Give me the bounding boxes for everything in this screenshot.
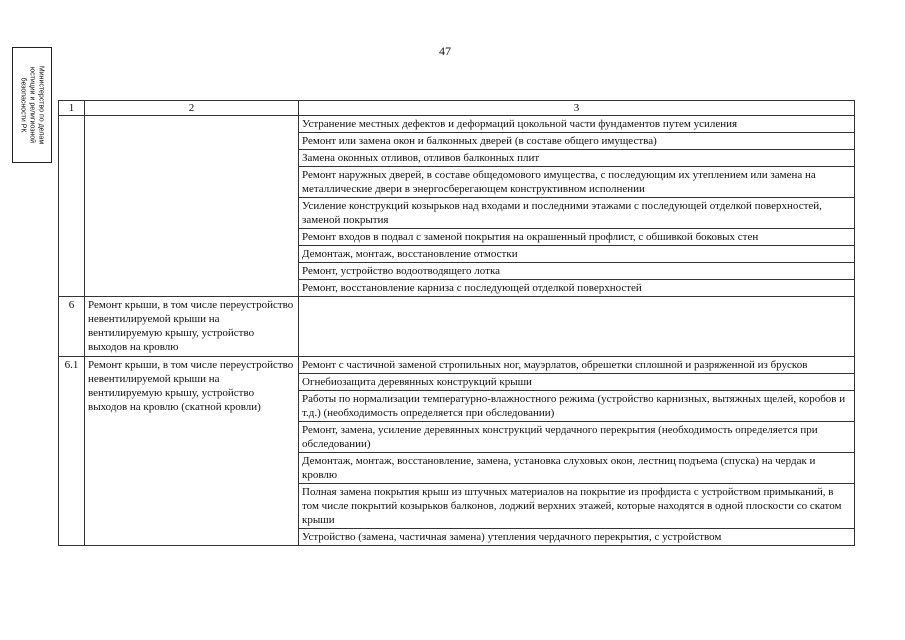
- column-header-works: 3: [299, 101, 855, 116]
- work-cell: Ремонт, восстановление карниза с последующей отделкой поверхностей: [299, 280, 855, 297]
- work-cell: Ремонт, замена, усиление деревянных конструкций чердачного перекрытия (необходимость определяется при обследовании): [299, 422, 855, 453]
- stamp-text: [19, 49, 46, 161]
- work-cell: Демонтаж, монтаж, восстановление отмостки: [299, 246, 855, 263]
- work-cell: Огнебиозащита деревянных конструкций крыши: [299, 374, 855, 391]
- work-cell: Ремонт входов в подвал с заменой покрытия на окрашенный профлист, с обшивкой боковых стен: [299, 229, 855, 246]
- stamp-line: юстиции и религиозной: [28, 66, 36, 144]
- page-number: 47: [439, 44, 451, 58]
- work-cell: Ремонт наружных дверей, в составе общедомового имущества, с последующим их утеплением или замена на металлические двери в энергосберегающем конструктивном исполнении: [299, 167, 855, 198]
- work-cell: [299, 297, 855, 357]
- registration-stamp: [12, 47, 52, 163]
- work-cell: Ремонт с частичной заменой стропильных ног, мауэрлатов, обрешетки сплошной и разряженной из брусков: [299, 357, 855, 374]
- work-cell: Устранение местных дефектов и деформаций цокольной части фундаментов путем усиления: [299, 116, 855, 133]
- work-cell: Замена оконных отливов, отливов балконных плит: [299, 150, 855, 167]
- number-cell: [59, 116, 85, 297]
- name-cell: [85, 116, 299, 297]
- work-cell: Полная замена покрытия крыш из штучных материалов на покрытие из профдиста с устройством примыканий, в том числе покрытий козырьков балконов, лоджий верхних этажей, которые находятся в одной плоскости со скатом крыши: [299, 484, 855, 529]
- work-cell: Усиление конструкций козырьков над входами и последними этажами с последующей отделкой поверхностей, заменой покрытия: [299, 198, 855, 229]
- work-cell: Ремонт или замена окон и балконных дверей (в составе общего имущества): [299, 133, 855, 150]
- number-cell: 6.1: [59, 357, 85, 546]
- work-cell: Демонтаж, монтаж, восстановление, замена, установка слуховых окон, лестниц подъема (спуска) на чердак и кровлю: [299, 453, 855, 484]
- work-cell: Устройство (замена, частичная замена) утепления чердачного перекрытия, с устройством: [299, 529, 855, 546]
- table-header-row: [59, 101, 855, 116]
- column-header-name: 2: [85, 101, 299, 116]
- name-cell: Ремонт крыши, в том числе переустройство невентилируемой крыши на вентилируемую крышу, устройство выходов на кровлю: [85, 297, 299, 357]
- table-row: [59, 297, 855, 357]
- table-row: [59, 357, 855, 374]
- stamp-line: безопасности РК: [19, 77, 27, 133]
- table-row: [59, 116, 855, 133]
- number-cell: 6: [59, 297, 85, 357]
- stamp-line: Министерство по делам: [37, 65, 45, 145]
- works-table: [58, 100, 855, 546]
- column-header-number: 1: [59, 101, 85, 116]
- work-cell: Ремонт, устройство водоотводящего лотка: [299, 263, 855, 280]
- name-cell: Ремонт крыши, в том числе переустройство невентилируемой крыши на вентилируемую крышу, устройство выходов на кровлю (скатной кровли): [85, 357, 299, 546]
- work-cell: Работы по нормализации температурно-влажностного режима (устройство карнизных, вытяжных щелей, коробов и т.д.) (необходимость определяется при обследовании): [299, 391, 855, 422]
